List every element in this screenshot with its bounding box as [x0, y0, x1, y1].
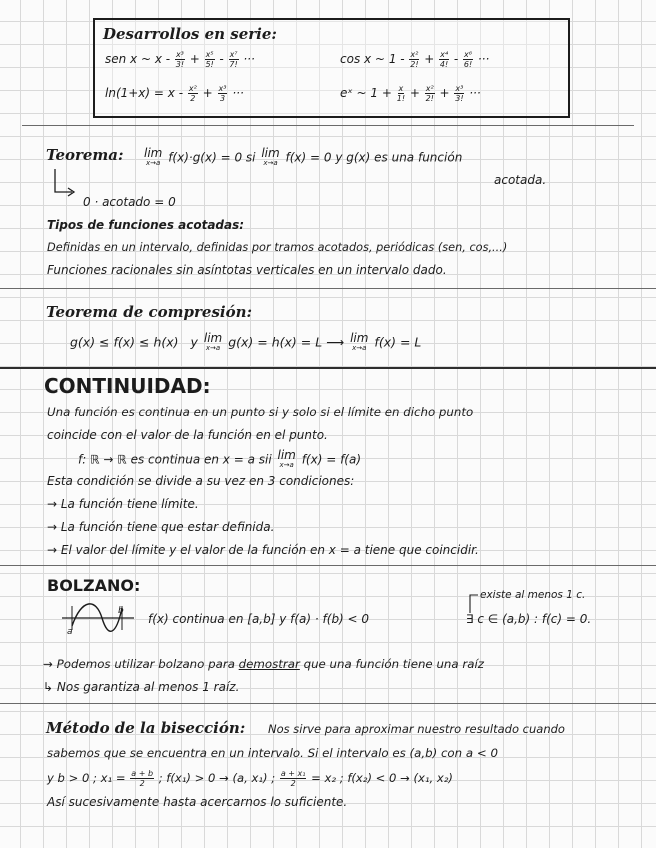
continuidad-title: CONTINUIDAD: — [44, 374, 211, 398]
continuidad-lim: lim x→a — [277, 448, 296, 469]
biseccion-line1: Nos sirve para aproximar nuestro resultado cuando — [268, 722, 565, 736]
teorema-line2: acotada. — [494, 173, 547, 187]
cos-frac-a: $\frac{\text{x²}}{2!}$ — [410, 50, 419, 69]
bolzano-title: BOLZANO: — [47, 576, 141, 595]
condition-2: → La función tiene que estar definida. — [47, 520, 275, 534]
sin-frac-a: $\frac{\text{x³}}{3!}$ — [175, 50, 185, 69]
teorema-lim-1: lim x→a — [144, 146, 163, 167]
bolzano-line1: → Podemos utilizar bolzano para demostrar que una función tiene una raíz — [43, 657, 484, 671]
condition-3: → El valor del límite y el valor de la función en x = a tiene que coincidir. — [47, 543, 479, 557]
biseccion-line2: sabemos que se encuentra en un intervalo. Si el intervalo es (a,b) con a < 0 — [47, 746, 498, 760]
exp-frac-b: $\frac{\text{x²}}{2!}$ — [425, 84, 434, 103]
exp-frac-c: $\frac{\text{x³}}{3!}$ — [455, 84, 464, 103]
sin-lhs: sen x ~ — [105, 52, 152, 66]
ln-frac-b: $\frac{\text{x³}}{3}$ — [218, 84, 227, 103]
tipos-title: Tipos de funciones acotadas: — [47, 218, 245, 232]
biseccion-title: Método de la bisección: — [46, 719, 246, 737]
teorema-arrow-line: 0 · acotado = 0 — [83, 195, 176, 209]
bolzano-label-a: a — [67, 627, 73, 637]
continuidad-line3: Esta condición se divide a su vez en 3 condiciones: — [47, 474, 355, 488]
teorema-lim-2: lim x→a — [261, 146, 280, 167]
series-title: Desarrollos en serie: — [103, 25, 277, 43]
compresion-line: g(x) ≤ f(x) ≤ h(x) y lim x→a g(x) = h(x) = L ⟶ lim x→a f(x) = L — [70, 331, 422, 352]
tipos-line2: Funciones racionales sin asíntotas verticales en un intervalo dado. — [47, 263, 447, 277]
cos-frac-c: $\frac{\text{x⁶}}{6!}$ — [463, 50, 473, 69]
bolzano-line2: ↳ Nos garantiza al menos 1 raíz. — [43, 680, 240, 694]
corner-arrow-icon — [52, 168, 78, 198]
compresion-lim-2: lim x→a — [350, 331, 369, 352]
compresion-lim-1: lim x→a — [203, 331, 223, 352]
biseccion-line3: y b > 0 ; x₁ = $\frac{a + b}{2}$ ; f(x₁) > 0 → (a, x₁) ; $\frac{\text{a + x₁}}{2}$ = x₂ ; f(x₂) < 0 → (x₁, x₂) — [47, 769, 453, 788]
series-sin: sen x ~ x - $\frac{\text{x³}}{3!}$ + $\frac{\text{x⁵}}{5!}$ - $\frac{\text{x⁷}}{7!}$ ··· — [105, 50, 255, 69]
biseccion-frac-1: $\frac{a + b}{2}$ — [131, 769, 154, 788]
exp-frac-a: $\frac{x}{1!}$ — [396, 84, 406, 103]
exp-lhs: eˣ ~ 1 + — [340, 86, 392, 100]
teorema-line1: lim x→a f(x)·g(x) = 0 si lim x→a f(x) = 0 y g(x) es una función — [144, 146, 463, 167]
series-exp: eˣ ~ 1 + $\frac{x}{1!}$ + $\frac{\text{x²}}{2!}$ + $\frac{\text{x³}}{3!}$ ··· — [340, 84, 481, 103]
ln-frac-a: $\frac{\text{x²}}{2}$ — [188, 84, 197, 103]
cos-frac-b: $\frac{\text{x⁴}}{4!}$ — [439, 50, 449, 69]
biseccion-frac-2: $\frac{\text{a + x₁}}{2}$ — [280, 769, 306, 788]
compresion-title: Teorema de compresión: — [46, 303, 253, 321]
cos-t1: 1 - — [388, 52, 405, 66]
bracket-arrow-icon — [468, 592, 480, 614]
biseccion-line4: Así sucesivamente hasta acercarnos lo suficiente. — [47, 795, 348, 809]
divider-1 — [22, 125, 634, 126]
cos-lhs: cos x ~ — [340, 52, 385, 66]
divider-5 — [0, 703, 656, 704]
bolzano-exists: ∃ c ∈ (a,b) : f(c) = 0. — [466, 612, 592, 626]
bolzano-statement: f(x) continua en [a,b] y f(a) · f(b) < 0 — [148, 612, 370, 626]
tipos-line1: Definidas en un intervalo, definidas por tramos acotados, periódicas (sen, cos,...) — [47, 241, 508, 254]
continuidad-line2: coincide con el valor de la función en el punto. — [47, 428, 328, 442]
ln-lhs: ln(1+x) = x - — [105, 86, 184, 100]
teorema-title: Teorema: — [46, 146, 124, 164]
series-ln: ln(1+x) = x - $\frac{\text{x²}}{2}$ + $\frac{\text{x³}}{3}$ ··· — [105, 84, 244, 103]
divider-4 — [0, 565, 656, 566]
divider-3 — [0, 367, 656, 369]
continuidad-line1: Una función es continua en un punto si y solo si el límite en dicho punto — [47, 405, 474, 419]
sin-frac-b: $\frac{\text{x⁵}}{5!}$ — [205, 50, 214, 69]
bolzano-exists-note: existe al menos 1 c. — [480, 589, 586, 601]
series-cos: cos x ~ 1 - $\frac{\text{x²}}{2!}$ + $\frac{\text{x⁴}}{4!}$ - $\frac{\text{x⁶}}{6!}$ ··· — [340, 50, 490, 69]
bolzano-label-b: b — [118, 606, 124, 616]
sin-t1: x - — [154, 52, 171, 66]
condition-1: → La función tiene límite. — [47, 497, 199, 511]
sin-frac-c: $\frac{\text{x⁷}}{7!}$ — [229, 50, 238, 69]
continuidad-definition: f: ℝ → ℝ es continua en x = a sii lim x→a f(x) = f(a) — [78, 448, 362, 469]
divider-2 — [0, 288, 656, 289]
implies-arrow-icon: ⟶ — [326, 334, 345, 350]
